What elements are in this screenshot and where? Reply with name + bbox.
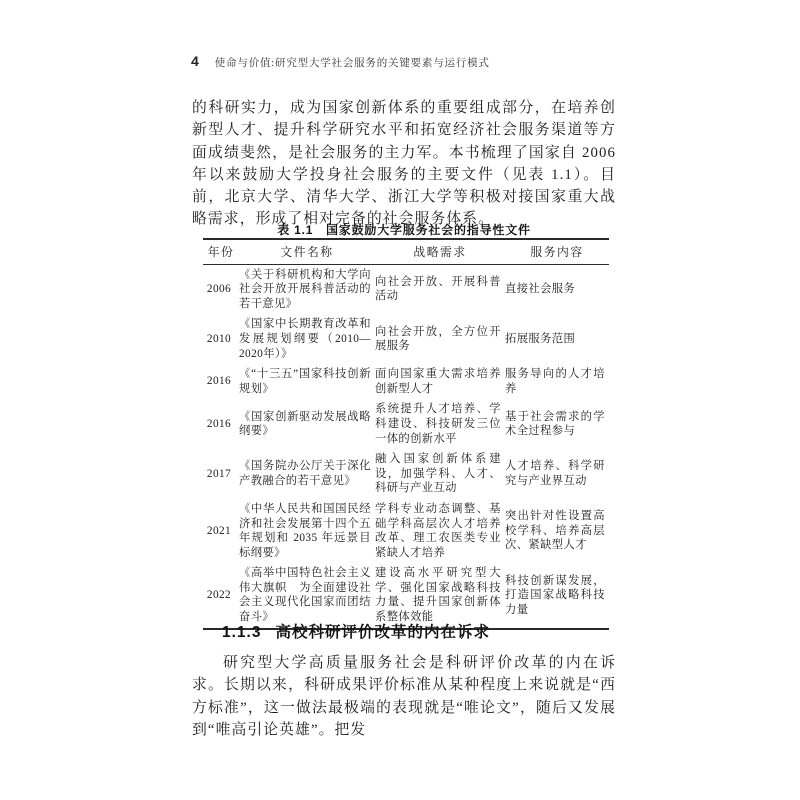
strategy-cell: 向社会开放，全方位开展服务 (375, 325, 501, 353)
service-cell: 拓展服务范围 (505, 332, 576, 345)
section-heading (222, 620, 616, 642)
service-cell: 服务导向的人才培养 (505, 368, 605, 395)
strategy-cell: 系统提升人才培养、学科建设、科技研发三位一体的创新水平 (375, 403, 501, 445)
service-cell: 突出针对性设置高校学科、培养高层次、紧缺型人才 (505, 510, 605, 552)
section-title: 高校科研评价改革的内在诉求 (275, 624, 490, 641)
policy-table (203, 238, 609, 630)
table-header (203, 239, 609, 264)
table-caption: 表 1.1 国家鼓励大学服务社会的指导性文件 (277, 223, 531, 237)
year-cell: 2017 (206, 467, 232, 480)
section-number: 1.1.3 (222, 624, 262, 641)
running-title: 使命与价值:研究型大学社会服务的关键要素与运行模式 (214, 58, 490, 69)
document-cell: 《国家创新驱动发展战略纲要》 (239, 410, 371, 438)
column-header-year: 年份 (203, 239, 239, 264)
document-cell: 《“十三五”国家科技创新规划》 (239, 368, 371, 395)
strategy-cell: 向社会开放、开展科普活动 (375, 275, 501, 303)
table-row (203, 449, 609, 499)
table-body (203, 264, 609, 629)
document-cell: 《国务院办公厅关于深化产教融合的若干意见》 (239, 460, 371, 488)
column-header-document: 文件名称 (239, 239, 375, 264)
table-row (203, 264, 609, 314)
intro-paragraph: 的科研实力，成为国家创新体系的重要组成部分，在培养创新型人才、提升科学研究水平和拓宽经济社会服务渠道等方面成绩斐然，是社会服务的主力军。本书梳理了国家自 2006 年以来鼓励大学投身社会服务的主要文件（见表 1.1）。目前，北京大学、清华大学、浙江大学等积极对接国家重大战略需求，形成了相对完备的社会服务体系。 (192, 100, 616, 228)
table-row (203, 563, 609, 628)
year-cell: 2021 (206, 524, 232, 537)
strategy-cell: 融入国家创新体系建设，加强学科、人才、科研与产业互动 (375, 453, 501, 495)
table-header-row (203, 239, 609, 264)
year-cell: 2016 (206, 375, 232, 388)
service-cell: 科技创新谋发展，打造国家战略科技力量 (505, 574, 605, 616)
column-header-strategy: 战略需求 (375, 239, 505, 264)
running-header (191, 53, 615, 70)
table-row (203, 364, 609, 399)
year-cell: 2022 (206, 589, 232, 602)
table-row (203, 499, 609, 563)
column-header-service: 服务内容 (505, 239, 609, 264)
table-row (203, 314, 609, 364)
year-cell: 2016 (206, 417, 232, 430)
year-cell: 2006 (206, 283, 232, 296)
table-row (203, 399, 609, 449)
document-cell: 《中华人民共和国国民经济和社会发展第十四个五年规划和 2035 年远景目标纲要》 (239, 502, 371, 559)
service-cell: 人才培养、科学研究与产业界互动 (505, 460, 605, 488)
service-cell: 基于社会需求的学术全过程参与 (505, 410, 605, 438)
body-paragraph: 研究型大学高质量服务社会是科研评价改革的内在诉求。长期以来，科研成果评价标准从某种程度上来说就是“西方标准”，这一做法最极端的表现就是“唯论文”，随后又发展到“唯高引论英雄”。把发 (192, 655, 616, 738)
document-cell: 《国家中长期教育改革和发展规划纲要（2010—2020年）》 (239, 318, 371, 360)
page-number: 4 (191, 53, 199, 69)
document-cell: 《高举中国特色社会主义伟大旗帜 为全面建设社会主义现代化国家而团结奋斗》 (239, 567, 371, 624)
document-cell: 《关于科研机构和大学向社会开放开展科普活动的若干意见》 (239, 268, 371, 310)
strategy-cell: 建设高水平研究型大学、强化国家战略科技力量、提升国家创新体系整体效能 (375, 567, 501, 624)
service-cell: 直接社会服务 (505, 283, 576, 296)
strategy-cell: 学科专业动态调整、基础学科高层次人才培养改革、理工农医类专业紧缺人才培养 (375, 502, 501, 559)
year-cell: 2010 (206, 332, 232, 345)
strategy-cell: 面向国家重大需求培养创新型人才 (375, 368, 501, 395)
